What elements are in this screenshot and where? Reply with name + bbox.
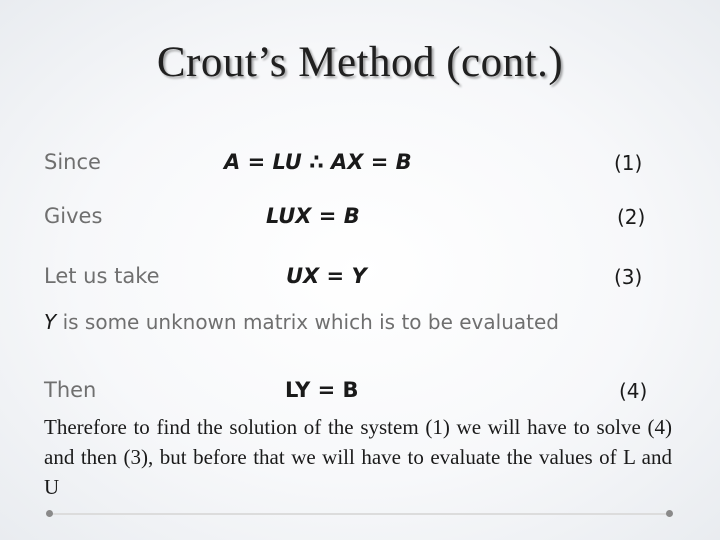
line-1-equation: A = LU ∴ AX = B [224, 150, 412, 174]
line-2-equation: LUX = B [266, 204, 360, 228]
slide-title: Crout’s Method (cont.) [156, 39, 564, 86]
note-text [44, 310, 559, 334]
line-2-label: Gives [44, 204, 103, 228]
line-3-label: Let us take [44, 264, 160, 288]
right-dot [666, 510, 673, 517]
line-3-number: (3) [614, 265, 643, 289]
then-number: (4) [619, 379, 648, 403]
note-sentence: is some unknown matrix which is to be evaluated [62, 310, 559, 334]
line-1-label: Since [44, 150, 101, 174]
bottom-rule [52, 513, 668, 515]
line-2-number: (2) [617, 205, 646, 229]
left-dot [46, 510, 53, 517]
note-variable: Y [44, 310, 57, 334]
explanation-paragraph: Therefore to find the solution of the system (1) we will have to solve (4) and then (3), but before that we will have to evaluate the values of L and U [44, 415, 672, 499]
then-label: Then [44, 378, 97, 402]
line-1-number: (1) [614, 151, 643, 175]
then-equation: LY = B [285, 378, 359, 402]
line-3-equation: UX = Y [286, 264, 367, 288]
